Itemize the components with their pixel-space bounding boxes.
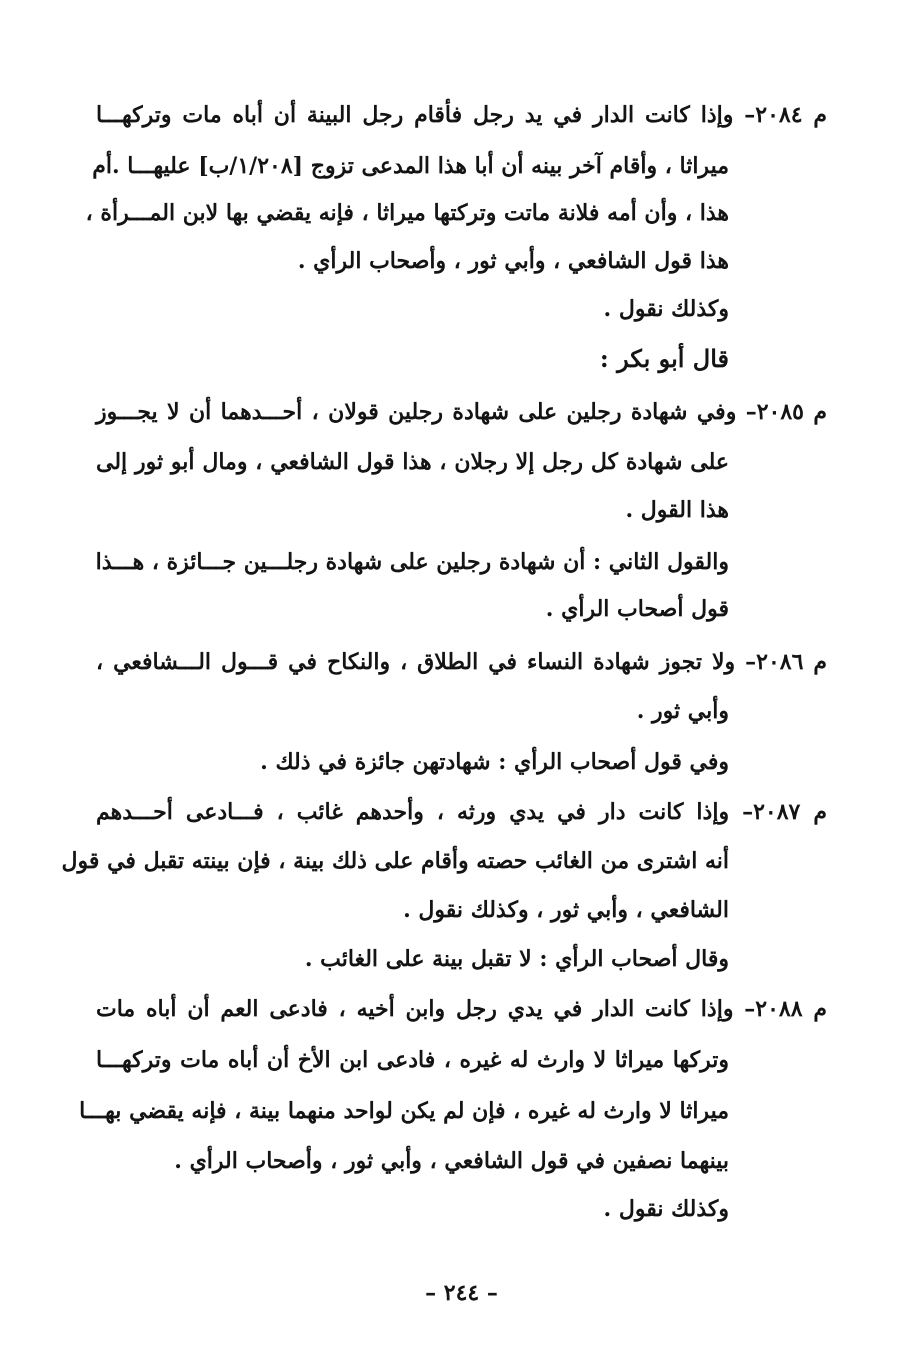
- entry-2085-line-5: قول أصحاب الرأي .: [545, 596, 729, 622]
- entry-2088-line-4: بينهما نصفين في قول الشافعي ، وأبي ثور ، وأصحاب الرأي .: [174, 1148, 729, 1174]
- entry-2088-line-1: م ٢٠٨٨– وإذا كانت الدار في يدي رجل وابن أخيه ، فادعى العم أن أباه مات: [96, 996, 828, 1022]
- entry-2085-line-2: على شهادة كل رجل إلا رجلان ، هذا قول الشافعي ، ومال أبو ثور إلى: [96, 449, 729, 475]
- entry-2087-line-3: الشافعي ، وأبي ثور ، وكذلك نقول .: [403, 897, 729, 923]
- entry-2088-line-2: وتركها ميراثا لا وارث له غيره ، فادعى ابن الأخ أن أباه مات وتركهـــا: [96, 1047, 729, 1073]
- entry-2084-line-3: هذا ، وأن أمه فلانة ماتت وتركتها ميراثا ، فإنه يقضي بها لابن المـــرأة ،: [85, 200, 729, 226]
- entry-2086-line-1: م ٢٠٨٦– ولا تجوز شهادة النساء في الطلاق ، والنكاح في قـــول الـــشافعي ،: [96, 649, 828, 675]
- entry-2087-line-2: أنه اشترى من الغائب حصته وأقام على ذلك بينة ، فإن بينته تقبل في قول: [61, 848, 729, 874]
- entry-2085-line-4: والقول الثاني : أن شهادة رجلين على شهادة رجلـــين جـــائزة ، هـــذا: [95, 549, 729, 575]
- entry-2084-line-1: م ٢٠٨٤– وإذا كانت الدار في يد رجل فأقام رجل البينة أن أباه مات وتركهـــا: [96, 102, 828, 128]
- entry-2087-line-4: وقال أصحاب الرأي : لا تقبل بينة على الغائب .: [304, 946, 729, 972]
- entry-2085-line-1: م ٢٠٨٥– وفي شهادة رجلين على شهادة رجلين قولان ، أحـــدهما أن لا يجـــوز: [96, 399, 828, 425]
- section-heading: قال أبو بكر :: [599, 344, 729, 373]
- entry-2086-line-3: وفي قول أصحاب الرأي : شهادتهن جائزة في ذلك .: [260, 749, 729, 775]
- entry-2088-line-5: وكذلك نقول .: [603, 1196, 729, 1222]
- entry-2084-line-2: ميراثا ، وأقام آخر بينه أن أبا هذا المدعى تزوج [١/٢٠٨/ب] عليهـــا .أم: [92, 153, 729, 179]
- page-number: – ٢٤٤ –: [425, 1280, 498, 1306]
- entry-2088-line-3: ميراثا لا وارث له غيره ، فإن لم يكن لواحد منهما بينة ، فإنه يقضي بهـــا: [79, 1098, 729, 1124]
- entry-2087-line-1: م ٢٠٨٧– وإذا كانت دار في يدي ورثه ، وأحدهم غائب ، فـــادعى أحـــدهم: [96, 799, 827, 825]
- entry-2086-line-2: وأبي ثور .: [636, 698, 729, 724]
- entry-2084-line-4: هذا قول الشافعي ، وأبي ثور ، وأصحاب الرأي .: [297, 248, 729, 274]
- entry-2085-line-3: هذا القول .: [625, 497, 729, 523]
- entry-2084-line-5: وكذلك نقول .: [603, 296, 729, 322]
